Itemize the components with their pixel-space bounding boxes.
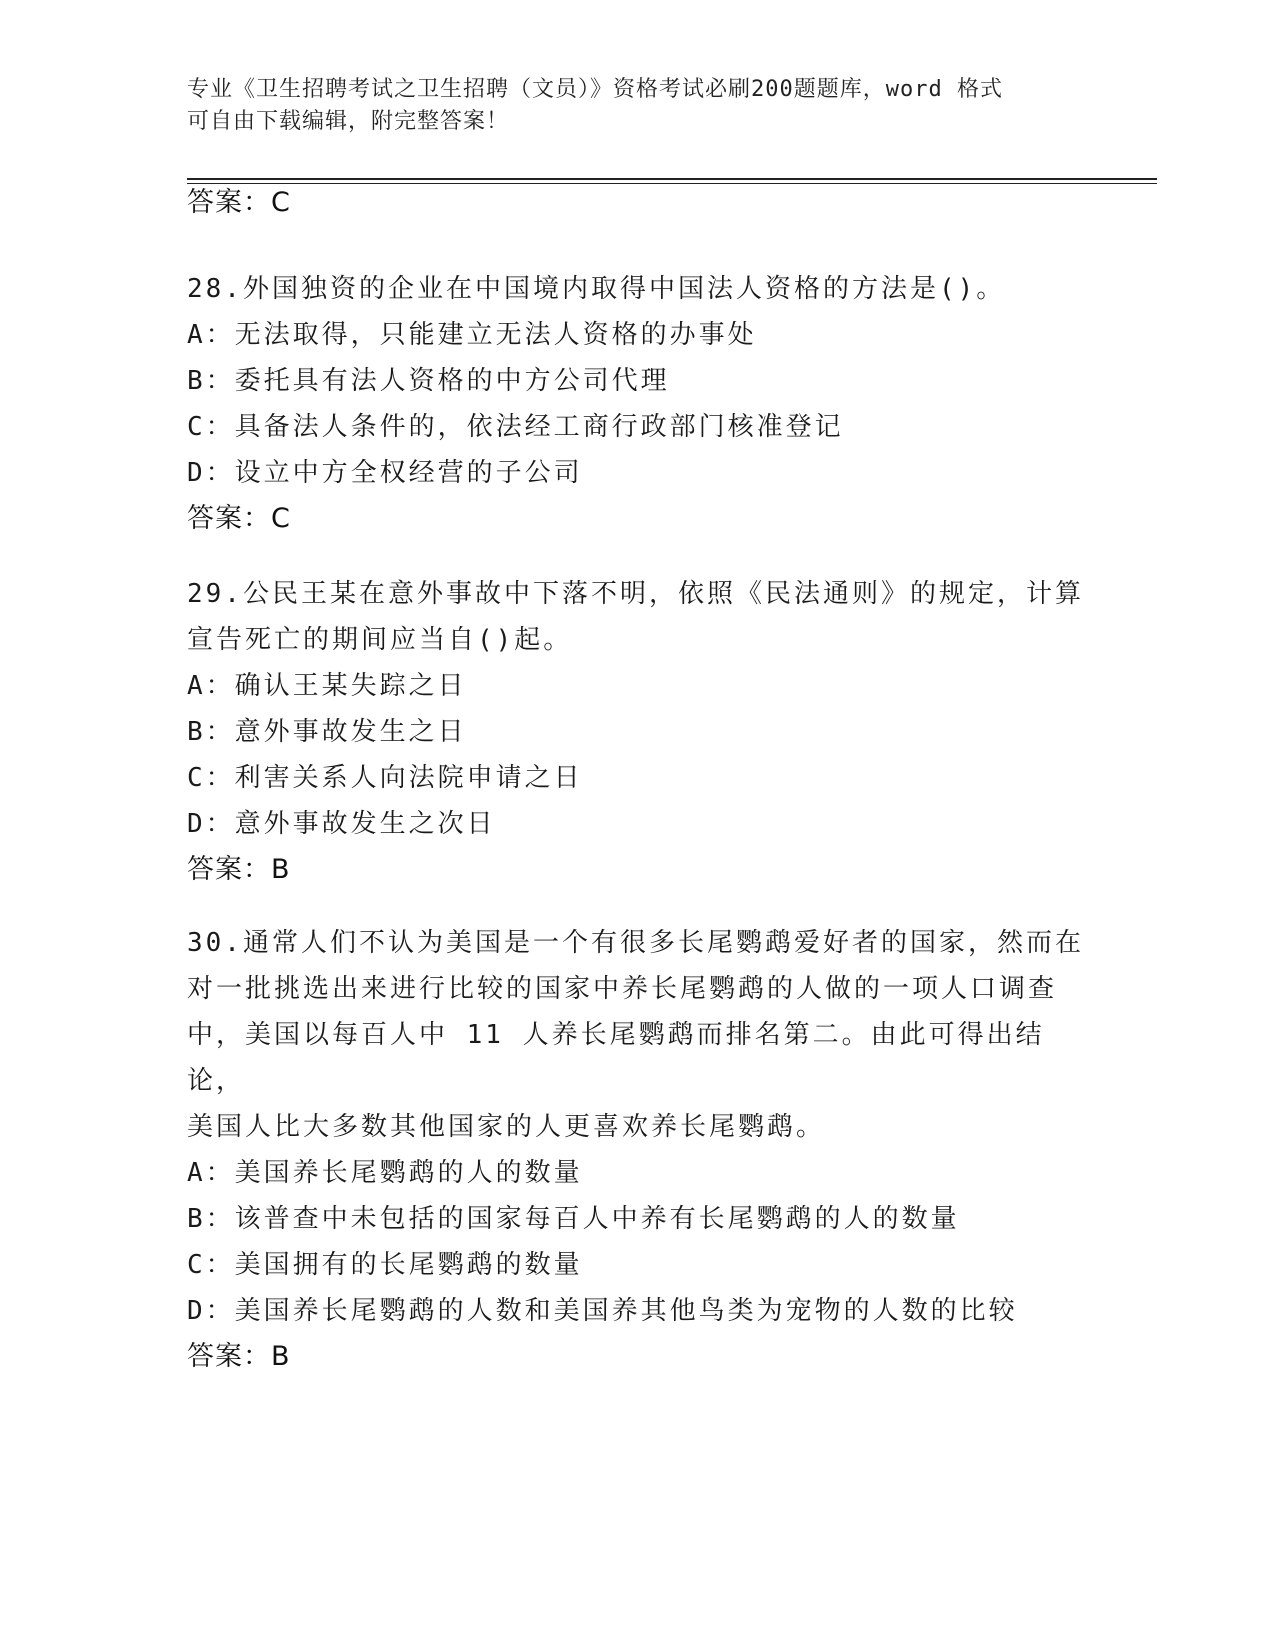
question-28: [187, 266, 1087, 542]
option-a: A：美国养长尾鹦鹉的人的数量: [187, 1158, 583, 1188]
option-d: D：意外事故发生之次日: [187, 809, 496, 839]
answer-previous: 答案：C: [187, 187, 291, 218]
option-c: C：美国拥有的长尾鹦鹉的数量: [187, 1250, 583, 1280]
question-stem-line-1: 29.公民王某在意外事故中下落不明，依照《民法通则》的规定，计算: [187, 579, 1084, 609]
option-b: B：意外事故发生之日: [187, 717, 467, 747]
header-line-2: 可自由下载编辑，附完整答案！: [187, 109, 510, 134]
option-d: D：设立中方全权经营的子公司: [187, 458, 583, 488]
question-stem-line-3: 中，美国以每百人中 11 人养长尾鹦鹉而排名第二。由此可得出结论，: [187, 1020, 1045, 1096]
option-c: C：利害关系人向法院申请之日: [187, 763, 583, 793]
question-stem-line-2: 宣告死亡的期间应当自()起。: [187, 625, 573, 655]
question-stem-line-1: 30.通常人们不认为美国是一个有很多长尾鹦鹉爱好者的国家，然而在: [187, 928, 1084, 958]
question-29: [187, 571, 1087, 893]
option-a: A：确认王某失踪之日: [187, 671, 467, 701]
option-b: B：该普查中未包括的国家每百人中养有长尾鹦鹉的人的数量: [187, 1204, 960, 1234]
question-stem: 28.外国独资的企业在中国境内取得中国法人资格的方法是()。: [187, 274, 1006, 304]
header-divider-thin: [187, 183, 1157, 184]
option-b: B：委托具有法人资格的中方公司代理: [187, 366, 670, 396]
question-stem-line-4: 美国人比大多数其他国家的人更喜欢养长尾鹦鹉。: [187, 1112, 826, 1142]
answer: 答案：B: [187, 854, 291, 885]
header-line-1: 专业《卫生招聘考试之卫生招聘（文员）》资格考试必刷200题题库，word 格式: [187, 77, 1003, 102]
question-stem-line-2: 对一批挑选出来进行比较的国家中养长尾鹦鹉的人做的一项人口调查: [187, 974, 1058, 1004]
question-30: [187, 920, 1087, 1380]
header-divider-thick: [187, 178, 1157, 180]
option-c: C：具备法人条件的，依法经工商行政部门核准登记: [187, 412, 844, 442]
option-d: D：美国养长尾鹦鹉的人数和美国养其他鸟类为宠物的人数的比较: [187, 1296, 1018, 1326]
answer: 答案：C: [187, 503, 291, 534]
answer: 答案：B: [187, 1341, 291, 1372]
document-header: [187, 74, 1067, 138]
option-a: A：无法取得，只能建立无法人资格的办事处: [187, 320, 757, 350]
